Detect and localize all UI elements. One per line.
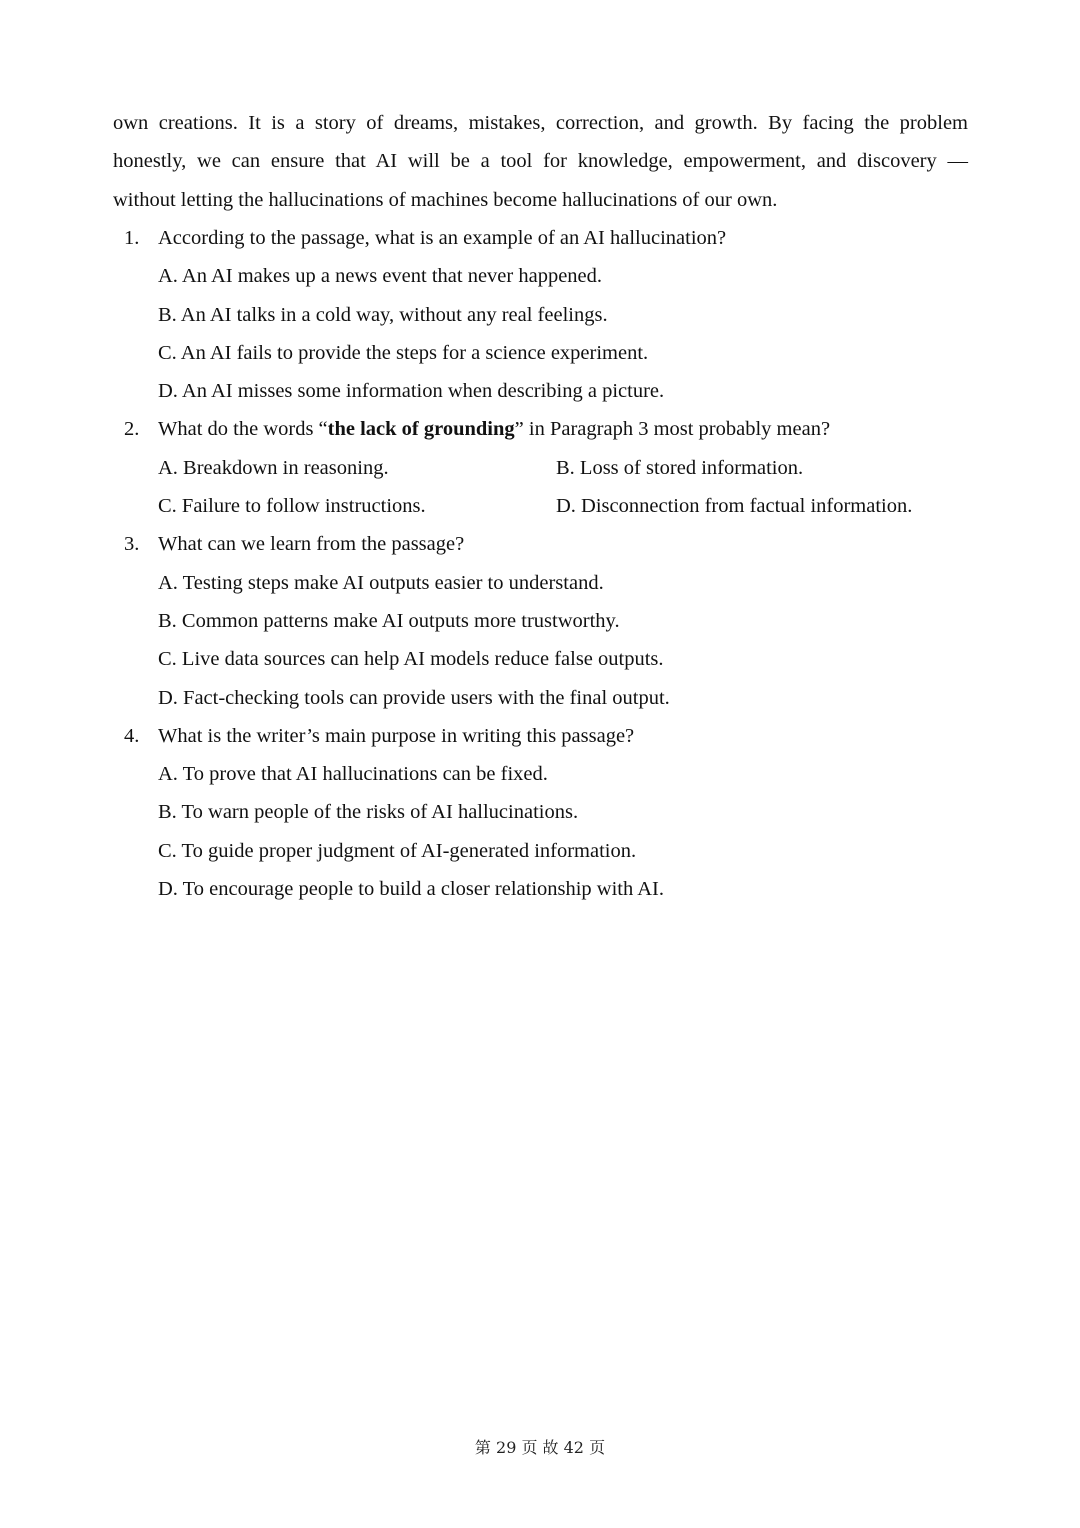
question-4-option-d: D. To encourage people to build a closer relationship with AI. — [158, 878, 665, 901]
question-4-option-b: B. To warn people of the risks of AI hallucinations. — [158, 801, 579, 824]
question-text: What is the writer’s main purpose in writing this passage? — [158, 724, 635, 747]
question-4-option-c: C. To guide proper judgment of AI-generated information. — [158, 839, 637, 862]
page-number-footer: 第 29 页 故 42 页 — [474, 1438, 606, 1457]
question-1-option-b: B. An AI talks in a cold way, without any real feelings. — [158, 303, 608, 326]
question-2-stem — [113, 410, 973, 448]
question-list — [113, 219, 973, 908]
question-3-option-d: D. Fact-checking tools can provide users with the final output. — [158, 686, 670, 709]
question-3-option-c: C. Live data sources can help AI models reduce false outputs. — [158, 648, 664, 671]
question-2-option-c: C. Failure to follow instructions. — [158, 495, 426, 518]
passage-line: honestly, we can ensure that AI will be a tool for knowledge, empowerment, and discovery — — [113, 150, 968, 173]
question-2-option-a: A. Breakdown in reasoning. — [158, 456, 389, 479]
question-2-option-d: D. Disconnection from factual information. — [556, 495, 913, 518]
question-number: 4. — [124, 724, 140, 747]
passage-paragraph — [113, 104, 968, 219]
question-1-option-a: A. An AI makes up a news event that never happened. — [158, 265, 603, 288]
question-text — [158, 410, 830, 448]
stem-text-before: What do the words “ — [158, 418, 328, 441]
question-4-stem — [113, 717, 973, 755]
question-2-options-row-2 — [113, 487, 973, 525]
question-text: According to the passage, what is an example of an AI hallucination? — [158, 227, 727, 249]
question-1-option-c: C. An AI fails to provide the steps for a science experiment. — [158, 341, 649, 364]
question-3-option-b: B. Common patterns make AI outputs more trustworthy. — [158, 609, 620, 632]
question-3-option-a: A. Testing steps make AI outputs easier to understand. — [158, 571, 604, 594]
passage-line: without letting the hallucinations of machines become hallucinations of our own. — [113, 188, 778, 211]
question-1-option-d: D. An AI misses some information when describing a picture. — [158, 380, 665, 403]
question-number: 3. — [124, 533, 140, 556]
question-text: What can we learn from the passage? — [158, 533, 465, 556]
question-2-options-row-1 — [113, 449, 973, 487]
stem-bold-phrase: the lack of grounding — [327, 418, 515, 441]
question-number: 2. — [124, 418, 140, 441]
question-number: 1. — [124, 227, 140, 249]
question-4-option-a: A. To prove that AI hallucinations can be fixed. — [158, 763, 548, 786]
passage-line: own creations. It is a story of dreams, mistakes, correction, and growth. By facing the problem — [113, 112, 968, 134]
stem-text-after: ” in Paragraph 3 most probably mean? — [514, 418, 831, 441]
question-2-option-b: B. Loss of stored information. — [556, 456, 804, 479]
question-1-stem — [113, 219, 973, 257]
question-3-stem — [113, 525, 973, 563]
